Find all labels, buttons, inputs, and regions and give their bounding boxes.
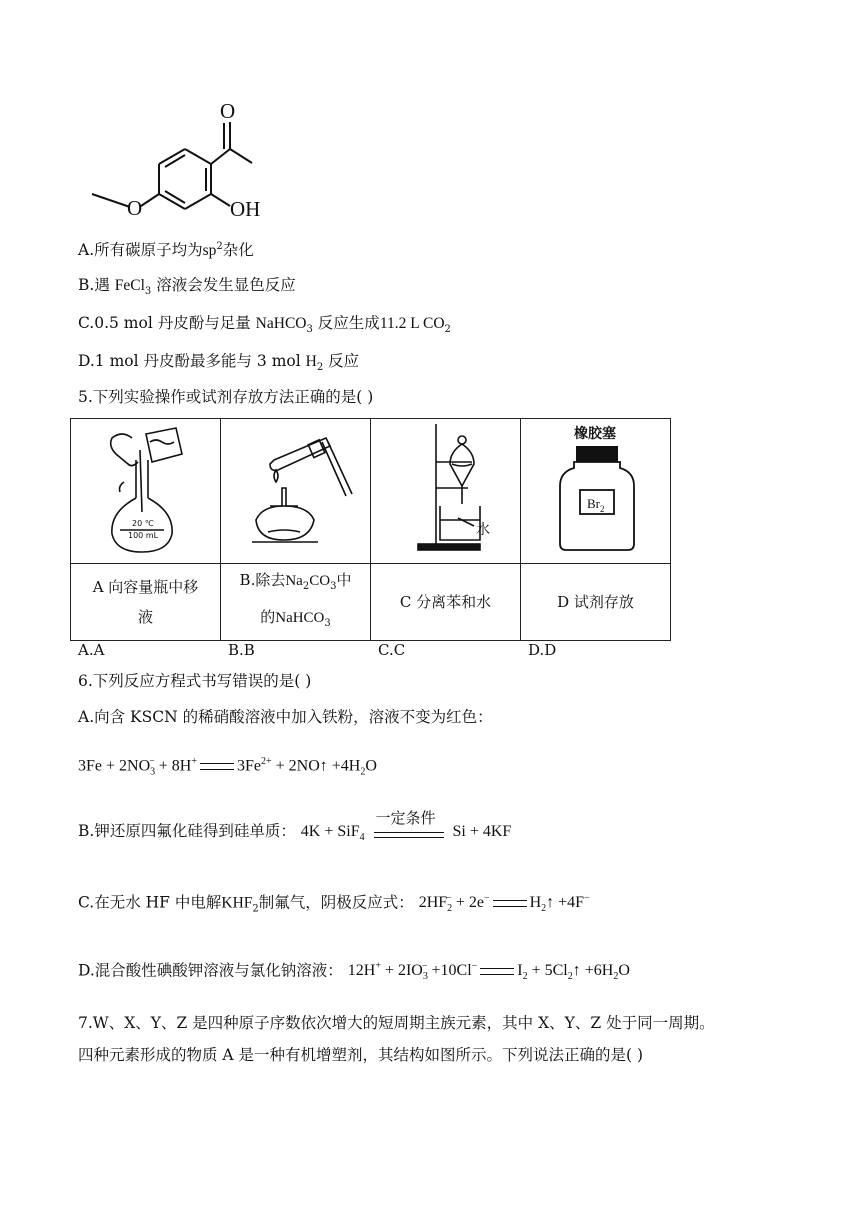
q6-option-d: D.混合酸性碘酸钾溶液与氯化钠溶液： $12H^+ + 2IO_3^- +10Cl^-$ $I_2$ + $5Cl_2↑ +6H_2O$ [78,961,630,983]
q6-option-a-text: A.向含 KSCN 的稀硝酸溶液中加入铁粉，溶液不变为红色： [78,708,493,726]
q5-choice-d[interactable]: D.D [528,641,557,659]
cell-image-a [71,419,221,564]
carbonyl-oxygen-label: O [220,99,236,123]
cell-image-d [521,419,671,564]
cell-image-c [371,419,521,564]
q5-choice-b[interactable]: B.B [228,641,255,659]
rubber-stopper-label: 橡胶塞 [573,426,616,442]
flask-temp-label: 20 ℃ [131,519,154,528]
q5-choice-a[interactable]: A.A [78,641,105,659]
heating-test-tube-icon [226,420,366,558]
q7-stem-line1: 7.W、X、Y、Z 是四种原子序数依次增大的短周期主族元素，其中 X、Y、Z 处于同一周期。 [78,1014,715,1032]
caption-a: A 向容量瓶中移 液 [71,564,221,641]
caption-d: D 试剂存放 [521,564,671,641]
methoxy-oxygen-label: O [127,196,143,220]
bottle-label: $Br_2$ [586,496,604,514]
water-label: 水 [475,522,490,538]
flask-volume-label: 100 mL [127,531,158,540]
q4-option-a: A.所有碳原子均为$sp^2$杂化 [78,241,254,260]
experiment-table [70,418,671,641]
reaction-condition-arrow: 一定条件 [374,821,444,843]
q6-stem: 6.下列反应方程式书写错误的是( ) [78,672,312,690]
volumetric-flask-icon [76,420,216,558]
caption-b: B.除去$Na_2CO_3$中 的NaHCO$_3$ [221,564,371,641]
q4-option-b: B.遇 FeCl$_3$ 溶液会发生显色反应 [78,276,296,298]
reagent-bottle-icon [526,420,666,558]
caption-c: C 分离苯和水 [371,564,521,641]
q4-option-d: D.1 mol 丹皮酚最多能与 3 mol $H_2$ 反应 [78,352,360,374]
q4-option-c: C.0.5 mol 丹皮酚与足量 NaHCO$_3$ 反应生成11.2 L $CO_2$ [78,314,451,336]
hydroxyl-label: OH [230,197,261,221]
paeonol-structure [84,98,284,228]
q7-stem-line2: 四种元素形成的物质 A 是一种有机增塑剂，其结构如图所示。下列说法正确的是( ) [78,1046,644,1064]
q6-option-b: B.钾还原四氟化硅得到硅单质： 4K + SiF$_4$ 一定条件 Si + 4KF [78,809,512,844]
q6-option-c: C.在无水 HF 中电解$KHF_2$制氟气，阴极反应式： $2HF_2^- + 2e^-$ $H_2↑ +4F^-$ [78,893,590,915]
separatory-funnel-icon [376,420,516,558]
q6-equation-a: $3Fe + 2NO_3^- + 8H^+$ $3Fe^{2+}$ + 2NO↑ $+4H_2O$ [78,756,377,778]
cell-image-b [221,419,371,564]
q5-choice-c[interactable]: C.C [378,641,406,659]
q5-stem: 5.下列实验操作或试剂存放方法正确的是( ) [78,388,374,406]
